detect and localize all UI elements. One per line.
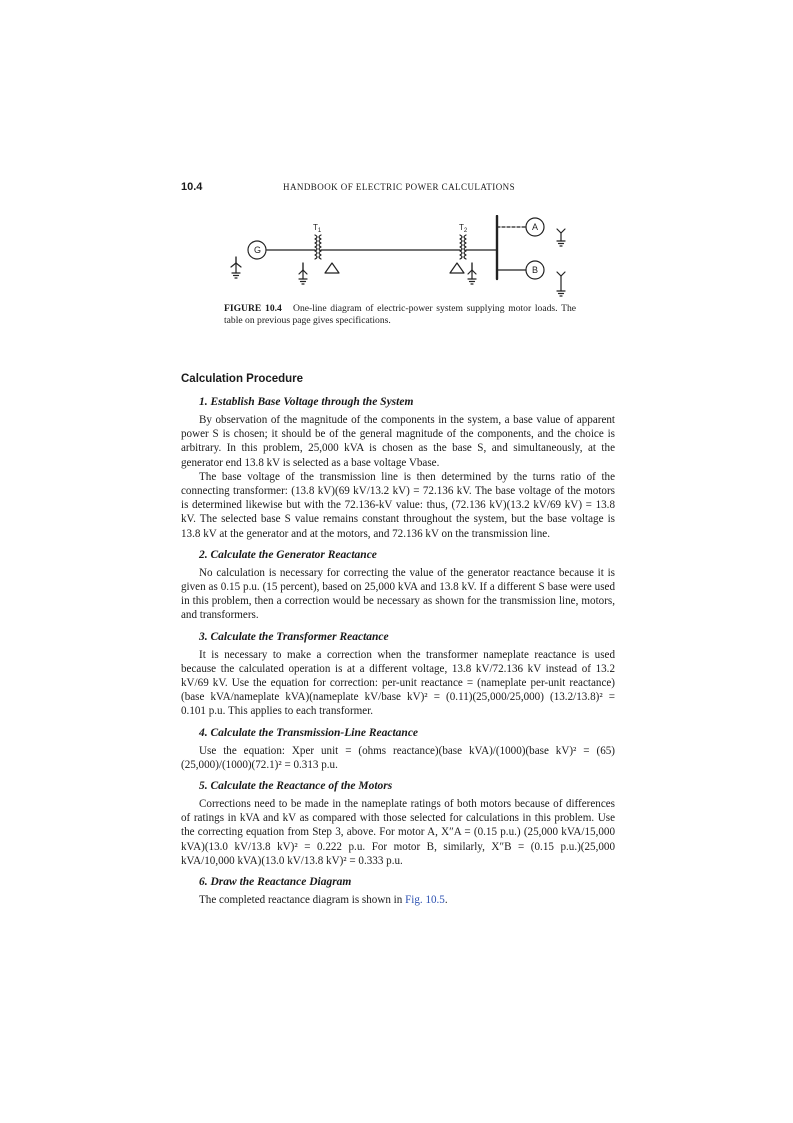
paragraph: The base voltage of the transmission line is then determined by the turns ratio of the connecting transformer: (13.8 kV)(69 kV/13.2 kV) = 72.136 kV. The base voltage of the motors is determined likewise but with the 72.136-kV value: thus, (72.136 kV)(13.2 kV/69 kV) = 13.8 kV. The selected base S value remains constant throughout the system, but the base voltage is 13.8 kV at the generator and at the motors, and 72.136 kV on the transmission line. — [181, 470, 615, 540]
t2-label: T — [459, 223, 464, 232]
t1-subscript: 1 — [317, 228, 322, 234]
figure-link[interactable]: Fig. 10.5 — [405, 894, 445, 907]
generator-label: G — [254, 245, 262, 255]
page-header — [181, 181, 615, 195]
t1-label: T — [313, 223, 318, 232]
paragraph: By observation of the magnitude of the components in the system, a base value of apparent power S is chosen; it should be of the general magnitude of the components, and the choice is arbitrary. In this problem, 25,000 kVA is chosen as the base S, and simultaneously, at the generator end 13.8 kV is selected as a base voltage Vbase. — [181, 414, 615, 469]
t1-delta-symbol — [325, 263, 339, 273]
paragraph: It is necessary to make a correction when the transformer nameplate reactance is used because the calculated operation is at a different voltage, 13.8 kV/72.136 kV instead of 13.2 kV/69 kV. Use the equation for correction: per-unit reactance = (nameplate per-unit reactance)(base kVA/nameplate kVA)(nameplate kV/base kV)² = (0.11)(25,000/25,000) (13.2/13.8)² = 0.101 p.u. This applies to each transformer. — [181, 648, 615, 718]
generator-wye-symbol — [231, 257, 241, 278]
step-title: 2. Calculate the Generator Reactance — [199, 548, 377, 561]
svg-text:T2 — [459, 223, 468, 234]
paragraph: Use the equation: Xper unit = (ohms reactance)(base kVA)/(1000)(base kV)² = (65) (25,000)/(1000)(72.1)² = 0.313 p.u. — [181, 744, 615, 771]
step-title: 1. Establish Base Voltage through the System — [199, 396, 414, 408]
motor-a-label: A — [532, 222, 539, 232]
paragraph: Corrections need to be made in the nameplate ratings of both motors because of differences of ratings in kVA and kV as compared with those selected for calculations in this problem. Use the correcting equation from Step 3, above. For motor A, X″A = (0.15 p.u.) (25,000 kVA/15,000 kVA)(13.0 kV/13.8 kV)² = 0.222 p.u. For motor B, similarly, X″B = (0.15 p.u.)(25,000 kVA/10,000 kVA)(13.0 kV/13.8 kV)² = 0.333 p.u. — [181, 798, 615, 867]
paragraph: The completed reactance diagram is shown in Fig. 10.5. — [199, 894, 448, 907]
figure-caption-text: One-line diagram of electric-power system supplying motor loads. The table on previous page gives specifications. — [224, 303, 577, 326]
transformer-t1-symbol — [315, 235, 321, 259]
svg-text:T1 — [313, 223, 322, 234]
step-title: 3. Calculate the Transformer Reactance — [199, 630, 389, 643]
t2-subscript: 2 — [463, 228, 468, 234]
transformer-t2-symbol — [460, 235, 466, 259]
motor-b-wye-symbol — [557, 272, 565, 296]
step-title: 6. Draw the Reactance Diagram — [199, 876, 352, 889]
section-title: Calculation Procedure — [181, 373, 304, 385]
figure-caption — [224, 303, 576, 327]
procedure-content — [181, 395, 615, 907]
step-title: 4. Calculate the Transmission-Line Reactance — [199, 726, 419, 739]
t2-wye-symbol — [468, 263, 476, 284]
running-title: HANDBOOK OF ELECTRIC POWER CALCULATIONS — [283, 182, 516, 192]
figure-label: FIGURE 10.4 — [224, 303, 282, 314]
t2-delta-symbol — [450, 263, 464, 273]
step-title: 5. Calculate the Reactance of the Motors — [199, 780, 393, 793]
motor-b-label: B — [532, 265, 539, 275]
one-line-diagram — [215, 215, 585, 305]
t1-wye-symbol — [299, 263, 307, 284]
motor-a-wye-symbol — [557, 229, 565, 246]
page-number: 10.4 — [181, 181, 203, 193]
paragraph: No calculation is necessary for correcting the value of the generator reactance because it is given as 0.15 p.u. (15 percent), based on 25,000 kVA and 13.8 kV. If a different S base were used in this problem, then a correction would be necessary as shown for the transmission line, motors, and transformers. — [181, 566, 615, 622]
